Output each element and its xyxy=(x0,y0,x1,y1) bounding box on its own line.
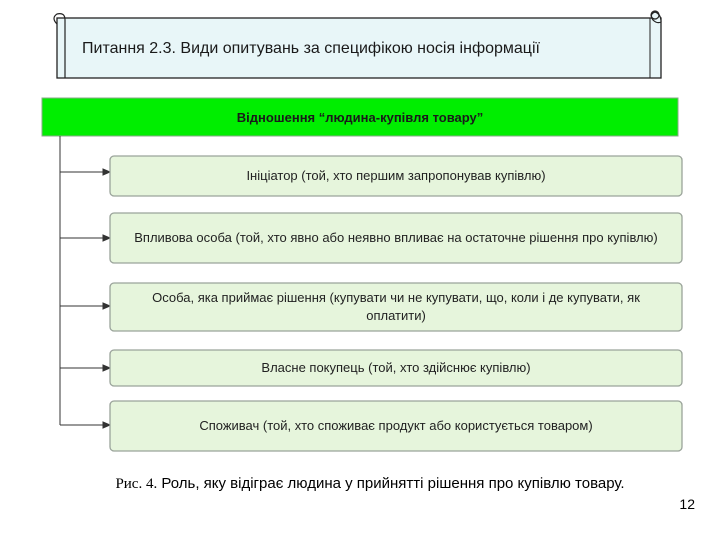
role-user: Споживач (той, хто споживає продукт або користується товаром) xyxy=(199,418,593,433)
role-influencer: Впливова особа (той, хто явно або неявно впливає на остаточне рішення про купівлю) xyxy=(134,230,658,245)
figure-caption xyxy=(90,474,650,494)
connector-arrows xyxy=(60,169,110,428)
role-buyer: Власне покупець (той, хто здійснює купівлю) xyxy=(261,360,531,375)
slide-title: Питання 2.3. Види опитувань за специфікою носія інформації xyxy=(82,40,540,57)
page-number: 12 xyxy=(679,496,695,512)
role-decider: Особа, яка приймає рішення (купувати чи не купувати, що, коли і де купувати, як оплатити) xyxy=(152,290,640,323)
relation-header: Відношення “людина-купівля товару” xyxy=(236,109,484,125)
role-initiator: Ініціатор (той, хто першим запропонував купівлю) xyxy=(246,168,546,183)
figure-caption-text: Роль, яку відіграє людина у прийнятті рішення про купівлю товару. xyxy=(161,475,625,492)
figure-label: Рис. 4. xyxy=(115,476,158,492)
